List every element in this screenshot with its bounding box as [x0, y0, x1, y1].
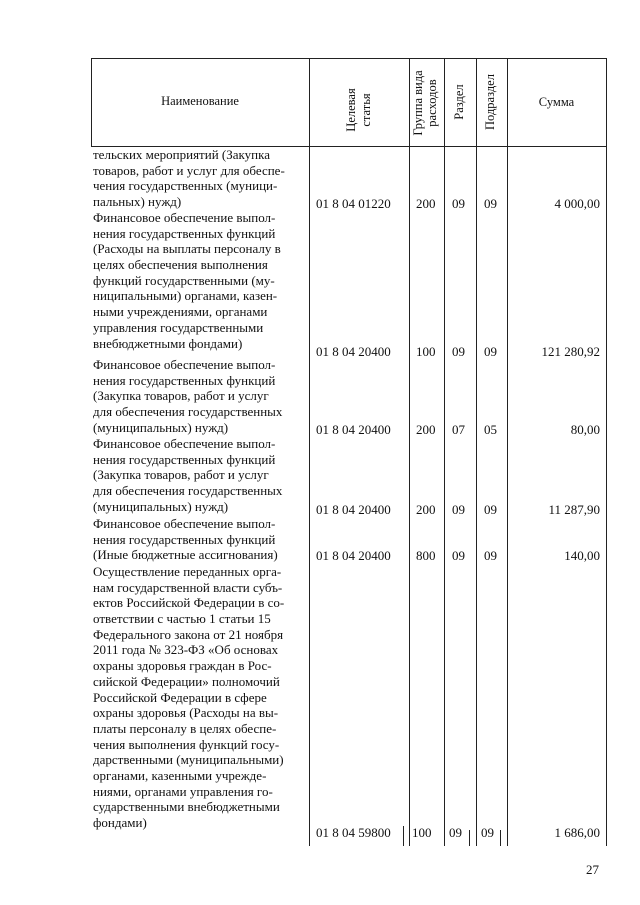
row-4-name: Финансовое обеспечение выпол- нения государственных функций (Закупка товаров, работ и услуг для обеспечения государственных (муниципальных) нужд)	[93, 436, 283, 514]
row-1-group: 200	[416, 196, 436, 211]
row-2-section: 09	[452, 344, 465, 359]
header-section: Раздел	[452, 84, 466, 120]
row-2-group: 100	[416, 344, 436, 359]
row-1-section: 09	[452, 196, 465, 211]
bottom-tick	[469, 830, 470, 846]
row-5-group: 800	[416, 548, 436, 563]
row-3-section: 07	[452, 422, 465, 437]
row-6-sum: 1 686,00	[554, 825, 600, 840]
row-6-code: 01 8 04 59800	[316, 825, 391, 840]
row-2-name: Финансовое обеспечение выпол- нения государственных функций (Расходы на выплаты персоналу в целях обеспечения выполнения функций государственными (му- ниципальными) органами, казен- ными учреждениями, органами управления государственными внебюджетными фондами)	[93, 210, 281, 351]
row-4-group: 200	[416, 502, 436, 517]
table-top-border	[91, 58, 607, 59]
header-target-article: Целевая статья	[344, 88, 373, 132]
row-2-subsection: 09	[484, 344, 497, 359]
col-divider-code	[409, 58, 410, 846]
row-4-section: 09	[452, 502, 465, 517]
row-5-name: Финансовое обеспечение выпол- нения государственных функций (Иные бюджетные ассигнования)	[93, 516, 278, 563]
header-name: Наименование	[161, 94, 239, 108]
col-divider-group	[444, 58, 445, 846]
bottom-tick	[403, 826, 404, 846]
row-5-subsection: 09	[484, 548, 497, 563]
row-6-name: Осуществление переданных орга- нам государственной власти субъ- ектов Российской Федерации в со- ответствии с частью 1 статьи 15 Федерального закона от 21 ноября 2011 года № 323-ФЗ «Об основах охраны здоровья граждан в Рос- сийской Федерации» полномочий Российской Федерации в сфере охраны здоровья (Расходы на вы- платы персоналу в целях обеспе- чения выполнения функций госу- дарственными (муниципальными) органами, казенными учрежде- ниями, органами управления го- сударственными внебюджетными фондами)	[93, 564, 285, 830]
row-6-group: 100	[412, 825, 432, 840]
row-2-sum: 121 280,92	[541, 344, 600, 359]
header-sum: Сумма	[538, 95, 575, 109]
row-5-sum: 140,00	[564, 548, 600, 563]
row-4-code: 01 8 04 20400	[316, 502, 391, 517]
col-divider-subsection	[507, 58, 508, 846]
row-3-name: Финансовое обеспечение выпол- нения государственных функций (Закупка товаров, работ и услуг для обеспечения государственных (муниципальных) нужд)	[93, 357, 283, 435]
row-5-code: 01 8 04 20400	[316, 548, 391, 563]
row-4-subsection: 09	[484, 502, 497, 517]
bottom-tick	[500, 830, 501, 846]
row-1-sum: 4 000,00	[554, 196, 600, 211]
row-3-code: 01 8 04 20400	[316, 422, 391, 437]
row-2-code: 01 8 04 20400	[316, 344, 391, 359]
row-1-name: тельских мероприятий (Закупка товаров, работ и услуг для обеспе- чения государственных (муници- пальных) нужд)	[93, 147, 285, 210]
col-divider-section	[476, 58, 477, 846]
row-1-subsection: 09	[484, 196, 497, 211]
row-5-section: 09	[452, 548, 465, 563]
row-6-subsection: 09	[481, 825, 494, 840]
header-expense-group: Группа вида расходов	[411, 70, 439, 136]
row-3-group: 200	[416, 422, 436, 437]
table-right-border	[606, 58, 607, 846]
header-subsection: Подраздел	[483, 74, 497, 130]
row-3-sum: 80,00	[570, 422, 600, 437]
row-1-code: 01 8 04 01220	[316, 196, 391, 211]
page-number: 27	[586, 862, 599, 877]
row-6-section: 09	[449, 825, 462, 840]
row-3-subsection: 05	[484, 422, 497, 437]
col-divider-name	[309, 58, 310, 846]
row-4-sum: 11 287,90	[548, 502, 600, 517]
